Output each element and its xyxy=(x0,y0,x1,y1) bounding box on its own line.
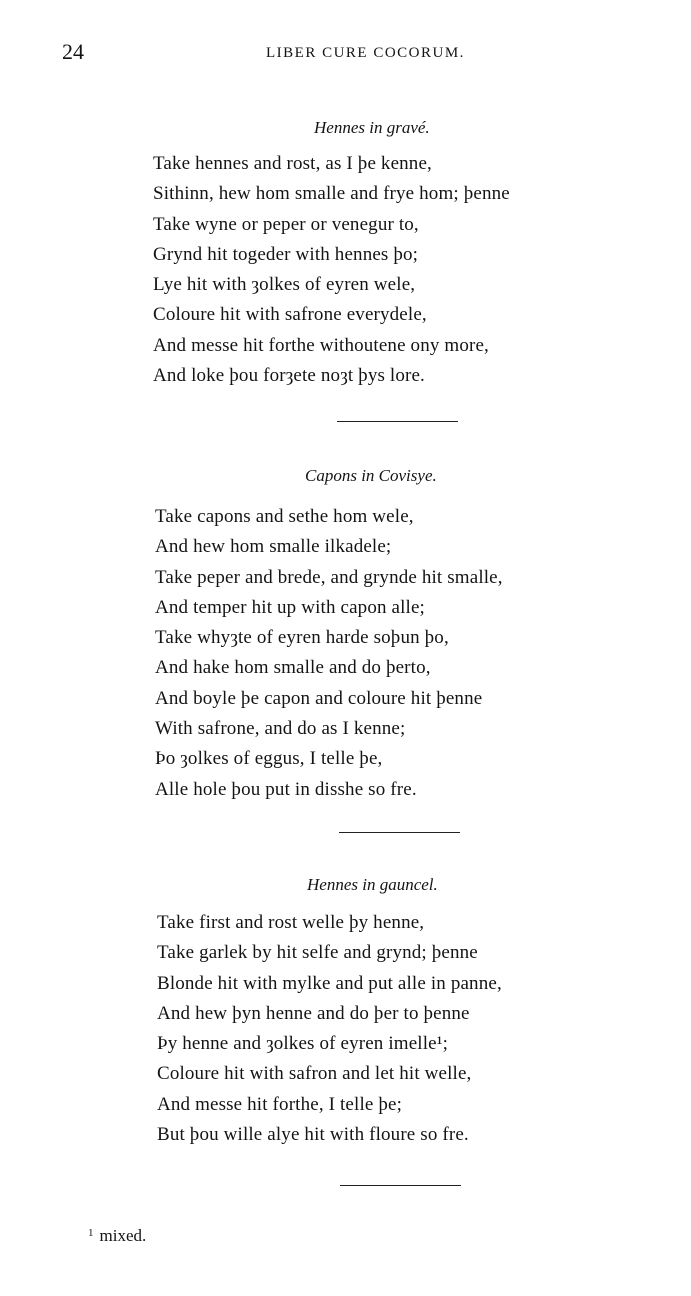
footnote-marker: 1 xyxy=(88,1227,94,1239)
verse-line: Alle hole þou put in disshe so fre. xyxy=(155,778,417,800)
verse-line: And hew hom smalle ilkadele; xyxy=(155,536,392,558)
footnote-text: mixed. xyxy=(99,1226,147,1245)
verse-line: And loke þou forȝete noȝt þys lore. xyxy=(153,365,425,387)
recipe-verse-3 xyxy=(157,908,502,1150)
verse-line: And messe hit forthe, I telle þe; xyxy=(157,1093,403,1115)
recipe-title-2: Capons in Covisye. xyxy=(305,466,437,485)
verse-line: With safrone, and do as I kenne; xyxy=(155,718,406,740)
verse-line: Lye hit with ȝolkes of eyren wele, xyxy=(153,274,416,296)
verse-line: But þou wille alye hit with floure so fre. xyxy=(157,1124,469,1146)
section-divider xyxy=(337,421,458,422)
verse-line: Take hennes and rost, as I þe kenne, xyxy=(153,153,432,174)
verse-line: Sithinn, hew hom smalle and frye hom; þenne xyxy=(153,183,510,205)
footnote xyxy=(88,1222,146,1247)
page-number: 24 xyxy=(62,39,84,64)
verse-line: And messe hit forthe withoutene ony more, xyxy=(153,334,489,356)
recipe-title-3: Hennes in gauncel. xyxy=(307,875,438,894)
verse-line: Þo ȝolkes of eggus, I telle þe, xyxy=(155,748,383,770)
verse-line: Blonde hit with mylke and put alle in panne, xyxy=(157,972,502,994)
verse-line: Take whyȝte of eyren harde soþun þo, xyxy=(155,627,449,649)
verse-line: Take capons and sethe hom wele, xyxy=(155,506,414,527)
running-title: LIBER CURE COCORUM. xyxy=(266,45,465,61)
verse-line: And hake hom smalle and do þerto, xyxy=(155,657,431,679)
section-divider xyxy=(340,1185,461,1186)
verse-line: Coloure hit with safron and let hit welle, xyxy=(157,1063,472,1085)
recipe-verse-2 xyxy=(155,502,503,805)
verse-line: And boyle þe capon and coloure hit þenne xyxy=(155,687,483,709)
verse-line: Þy henne and ȝolkes of eyren imelle¹; xyxy=(157,1033,449,1055)
recipe-verse-1 xyxy=(153,149,510,391)
verse-line: Take first and rost welle þy henne, xyxy=(157,912,425,933)
recipe-title-1: Hennes in gravé. xyxy=(314,118,430,137)
verse-line: Grynd hit togeder with hennes þo; xyxy=(153,243,419,265)
verse-line: Coloure hit with safrone everydele, xyxy=(153,304,427,326)
verse-line: Take garlek by hit selfe and grynd; þenne xyxy=(157,942,478,964)
verse-line: And temper hit up with capon alle; xyxy=(155,596,425,618)
verse-line: Take wyne or peper or venegur to, xyxy=(153,213,419,235)
verse-line: Take peper and brede, and grynde hit smalle, xyxy=(155,566,503,588)
verse-line: And hew þyn henne and do þer to þenne xyxy=(157,1002,470,1024)
section-divider xyxy=(339,832,460,833)
